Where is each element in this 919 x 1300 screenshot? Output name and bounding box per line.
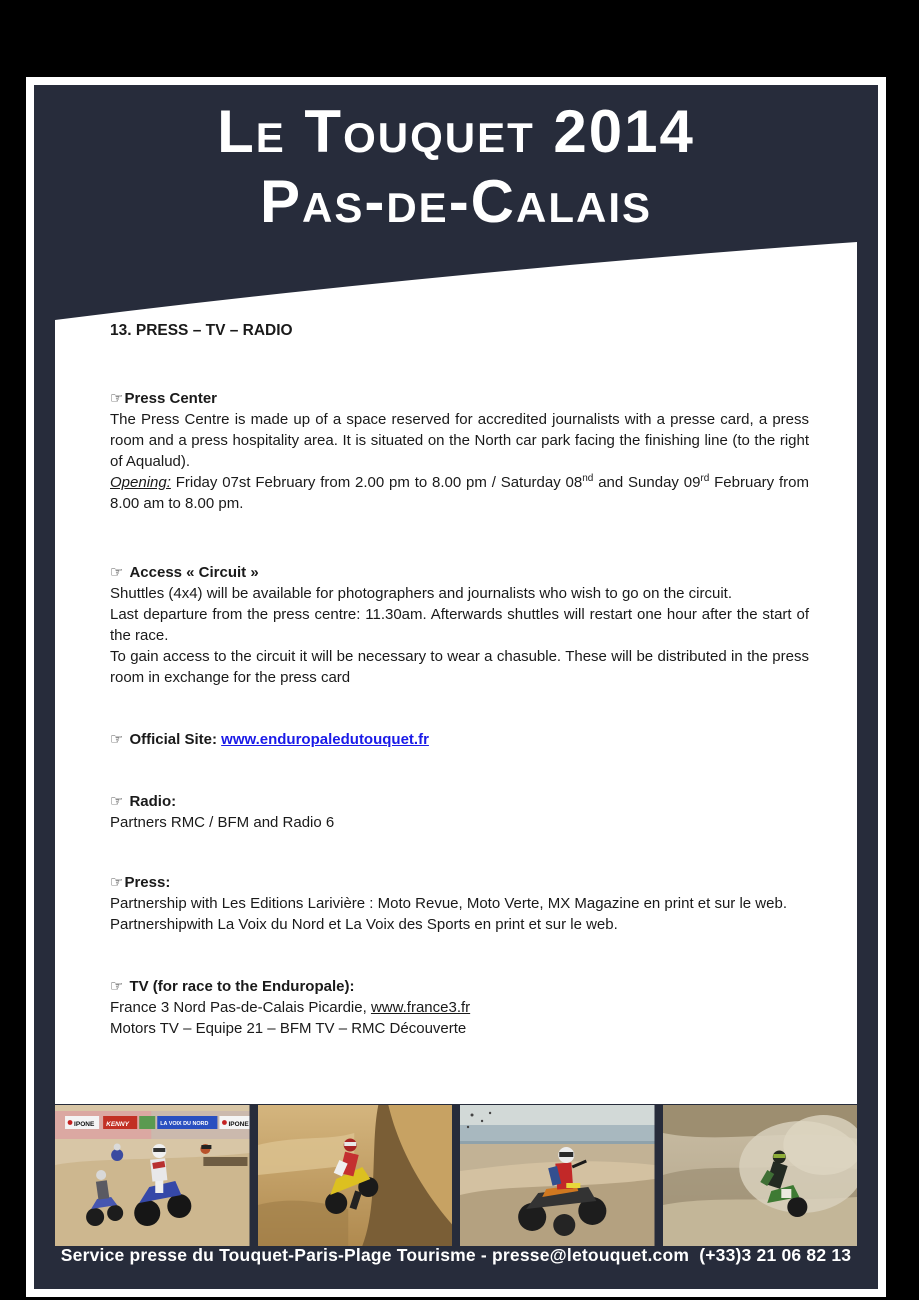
press-paragraph-2: Partnershipwith La Voix du Nord et La Voix des Sports en print et sur le web. xyxy=(110,916,618,933)
photo-dust-rider xyxy=(663,1105,858,1246)
access-paragraph-3: To gain access to the circuit it will be necessary to wear a chasuble. These will be distributed in the press room in exchange for the press card xyxy=(110,648,809,686)
event-title xyxy=(34,85,878,237)
pointing-hand-icon: ☞ xyxy=(110,977,124,995)
photo-dune-motocross xyxy=(258,1105,453,1246)
press-paragraph-1: Partnership with Les Editions Larivière : Moto Revue, Moto Verte, MX Magazine en print et sur le web. xyxy=(110,895,787,912)
press-center-paragraph: The Press Centre is made up of a space reserved for accredited journalists with a presse card, a press room and a press hospitality area. It is situated on the North car park facing the finishing line (to the right of Aqualud). xyxy=(110,411,809,470)
official-site-heading: ☞ Official Site: www.enduropaledutouquet.fr xyxy=(110,730,429,748)
access-paragraph-1: Shuttles (4x4) will be available for photographers and journalists who wish to go on the circuit. xyxy=(110,585,733,602)
paper-sheet xyxy=(26,77,886,1297)
access-paragraph-2: Last departure from the press centre: 11.30am. Afterwards shuttles will restart one hour after the start of the race. xyxy=(110,606,809,644)
pointing-hand-icon: ☞ xyxy=(110,792,124,810)
content-area xyxy=(55,320,857,1104)
france3-link[interactable]: www.france3.fr xyxy=(370,999,471,1016)
header-banner xyxy=(34,85,878,320)
banner-voix-du-nord: LA VOIX DU NORD xyxy=(160,1121,209,1127)
press-center-opening: Opening: Friday 07st February from 2.00 pm to 8.00 pm / Saturday 08nd and Sunday 09rd February from 8.00 am to 8.00 pm. xyxy=(110,473,809,512)
official-site-link[interactable]: www.enduropaledutouquet.fr xyxy=(221,731,429,748)
photo-quad-rider xyxy=(460,1105,655,1246)
radio-heading: ☞ Radio: xyxy=(110,792,177,810)
photo-beach-race xyxy=(55,1105,250,1246)
tv-heading: ☞ TV (for race to the Enduropale): xyxy=(110,977,355,995)
tv-line-2: Motors TV – Equipe 21 – BFM TV – RMC Découverte xyxy=(110,1020,467,1037)
photo-strip xyxy=(55,1105,857,1246)
event-title-line1: Le Touquet 2014 xyxy=(217,98,695,165)
banner-ipone-left: IPONE xyxy=(74,1121,95,1128)
pointing-hand-icon: ☞ xyxy=(110,730,124,748)
access-circuit-heading: ☞ Access « Circuit » xyxy=(110,563,259,581)
pointing-hand-icon: ☞ xyxy=(110,563,124,581)
footer-contact: Service presse du Touquet-Paris-Plage Tourisme - presse@letouquet.com (+33)3 21 06 82 13 xyxy=(60,1245,852,1265)
superscript-rd: rd xyxy=(700,473,710,484)
banner-kenny: KENNY xyxy=(106,1121,129,1128)
page-background xyxy=(34,85,878,1289)
header-swoosh-curve xyxy=(55,235,857,320)
event-title-line2: Pas-de-Calais xyxy=(260,168,652,235)
press-heading: ☞Press: xyxy=(110,873,171,891)
radio-body: Partners RMC / BFM and Radio 6 xyxy=(110,814,335,831)
superscript-nd: nd xyxy=(582,473,594,484)
pointing-hand-icon: ☞ xyxy=(110,389,124,407)
press-center-heading: ☞Press Center xyxy=(110,389,218,407)
banner-ipone-right: IPONE xyxy=(228,1121,249,1128)
section-heading: 13. PRESS – TV – RADIO xyxy=(110,322,293,339)
opening-label: Opening: xyxy=(110,474,171,491)
tv-line-1: France 3 Nord Pas-de-Calais Picardie, www.france3.fr xyxy=(110,999,471,1016)
pointing-hand-icon: ☞ xyxy=(110,873,124,891)
